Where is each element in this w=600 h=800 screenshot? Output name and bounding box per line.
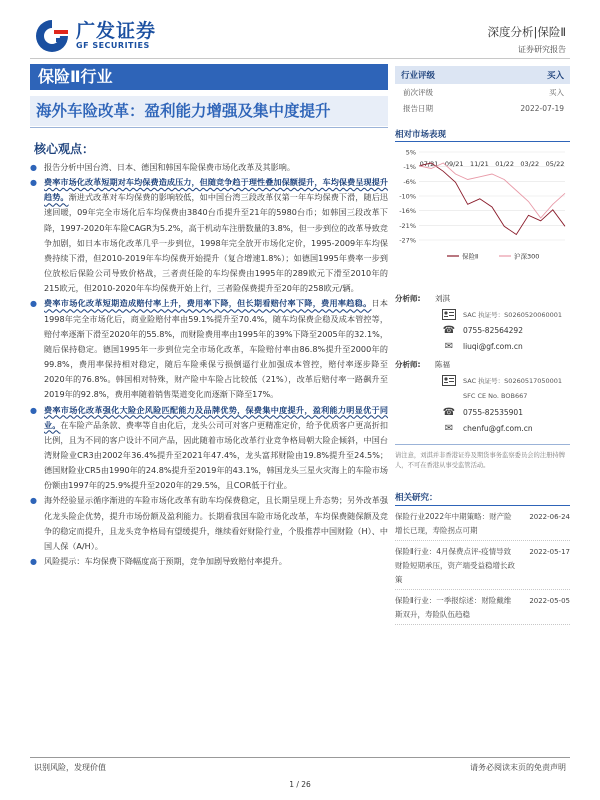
envelope-icon: ✉: [444, 422, 454, 434]
analyst-cert2-row: [395, 388, 570, 404]
x-tick-label: 11/21: [470, 160, 489, 168]
bullet-dot-icon: ●: [30, 496, 37, 506]
headline-divider: [30, 127, 388, 128]
analyst-cert: SAC 执证号：S0260520060001: [463, 310, 563, 319]
legend-label: 保险Ⅱ: [462, 252, 479, 261]
header-divider: [30, 58, 570, 59]
phone-icon: ☎: [442, 406, 456, 418]
report-type: 深度分析|保险Ⅱ: [487, 25, 566, 39]
bullet-dot-icon: ●: [30, 405, 37, 415]
core-views-list: [30, 160, 388, 569]
relative-performance-chart: [395, 146, 570, 266]
bullet-dot-icon: ●: [30, 299, 37, 309]
analyst-cert-row: [395, 372, 570, 388]
y-tick-label: -1%: [403, 163, 416, 172]
bullet-item: [30, 493, 388, 554]
analyst-cert: SAC 执证号：S0260517050001: [463, 376, 563, 385]
rating-row-label: 报告日期: [403, 103, 433, 113]
envelope-icon: ✉: [444, 340, 454, 352]
bullet-item: [30, 175, 388, 296]
rating-row: [395, 100, 570, 116]
bullet-item: [30, 403, 388, 494]
rating-row-label: 前次评级: [403, 87, 433, 97]
page-header: [0, 0, 600, 64]
logo-text-cn: 广发证券: [76, 20, 157, 42]
y-tick-label: -10%: [399, 192, 416, 201]
id-card-icon: [435, 375, 463, 386]
x-tick-label: 09/21: [444, 160, 464, 168]
core-views-title: 核心观点：: [34, 142, 95, 156]
related-item[interactable]: [395, 506, 570, 541]
series-line: [419, 163, 565, 218]
rating-header-label: 行业评级: [401, 71, 436, 81]
analyst-phone: 0755-82564292: [463, 325, 523, 335]
rating-header-value: 买入: [546, 71, 564, 81]
bullet-text: 日本1998年完全市场化后，商业险赔付率由59.1%提升至70.4%，随车均保费企稳及成本管控等，赔付率逐渐下滑至2020年的55.8%，而财险费用率由1995年的39%下降至2005年的32.1%，随后保持稳定。德国1995年一步到位完全市场化改革，车险赔付率由86.8%提升至2000年的99.8%，费用率保持相对稳定，随后车险乘保亏损倒逼行业加强成本管控，赔付率逐步降至2020年的76.8%。韩国相对特殊，财产险中车险占比较低（21%），改革后赔付率一路飙升至2019年的92.8%，费用率随着销售渠道变化而逐渐下降至17%。: [44, 298, 388, 400]
sidebar: [395, 66, 570, 625]
analyst-row: [395, 356, 570, 372]
analyst-email[interactable]: liuqi@gf.com.cn: [463, 341, 523, 351]
y-tick-label: -16%: [399, 207, 416, 216]
bullet-dot-icon: ●: [30, 178, 37, 188]
bullet-text: 报告分析中国台湾、日本、德国和韩国车险保费市场化改革及其影响。: [44, 162, 295, 172]
analyst-phone-row: [395, 322, 570, 338]
x-tick-label: 01/22: [495, 160, 514, 168]
rating-header: [395, 66, 570, 84]
bullet-item: [30, 554, 388, 569]
legend-label: 沪深300: [514, 252, 540, 261]
related-research-title: 相关研究：: [395, 491, 570, 506]
analyst-email-row: [395, 420, 570, 436]
related-item-title: 保险Ⅱ行业：4月保费点评-疫情导致财险短期承压，资产端受益稳增长政策: [395, 547, 515, 584]
footer-divider: [30, 757, 570, 758]
analyst-email[interactable]: chenfu@gf.com.cn: [463, 423, 533, 433]
bullet-item: [30, 296, 388, 402]
bullet-highlight: 费率市场化改革短期造成赔付率上升，费用率下降，但长期看赔付率下降，费用率趋稳。: [44, 298, 372, 309]
phone-icon: ☎: [442, 324, 456, 336]
x-tick-label: 05/22: [545, 160, 565, 168]
y-tick-label: 5%: [405, 148, 416, 157]
gf-logo-icon: [34, 18, 70, 54]
rating-row: [395, 84, 570, 100]
bullet-text: 在车险产品条款、费率等自由化后，龙头公司可对客户更精准定价，给予优质客户更高折扣比例，且为不同的客户设计不同产品，因此随着市场化改革行业竞争格局朝大险企倾斜，中国台湾财险业CR3由2002年36.4%提升至2021年47.4%，龙头富邦财险由19.8%提升至24.5%；德国财险业CR5由1990年的24.8%提升至2019年的43.1%，韩国龙头三星火灾海上的车险市场份额由1997年的25.9%提升至2020年的29.5%，且COR低于行业。: [44, 419, 388, 491]
related-item-title: 保险行业2022年中期策略：财产险增长已现，寿险拐点可期: [395, 512, 512, 535]
page-number: 1 / 26: [289, 780, 311, 789]
id-card-icon: [435, 309, 463, 320]
bullet-dot-icon: ●: [30, 163, 37, 172]
relative-performance-svg: [395, 146, 570, 266]
footer-slogan: 识别风险，发现价值: [34, 763, 106, 772]
logo-text-en: GF SECURITIES: [76, 41, 150, 50]
bullet-highlight: 费率市场化改革强化大险企风险匹配能力及品牌优势，保费集中度提升，盈利能力明显优于同业。: [44, 404, 388, 430]
y-tick-label: -6%: [403, 177, 416, 186]
analyst-name: 刘淇: [435, 293, 450, 303]
related-item-date: 2022-05-17: [529, 548, 570, 556]
footer-disclaimer-note: 请务必阅读末页的免责声明: [470, 763, 566, 772]
related-item[interactable]: [395, 541, 570, 590]
y-tick-label: -21%: [399, 221, 416, 230]
analyst-name: 陈福: [435, 359, 450, 369]
analyst-email-row: [395, 338, 570, 354]
related-item-title: 保险Ⅱ行业：一季报综述：财险戴维斯双升，寿险队伍趋稳: [395, 596, 512, 619]
y-tick-label: -27%: [399, 236, 416, 245]
bullet-highlight: 费率市场化改革短期对车均保费造成压力，但随竞争趋于理性叠加保额提升，车均保费呈现提升趋势。: [44, 177, 388, 203]
gf-logo: [34, 18, 156, 54]
related-research: [395, 491, 570, 625]
analyst-phone: 0755-82535901: [463, 407, 523, 417]
x-tick-label: 03/22: [520, 160, 540, 168]
bullet-dot-icon: ●: [30, 557, 37, 567]
analyst-label: 分析师:: [395, 359, 421, 369]
rating-row-value: 买入: [549, 87, 564, 97]
bullet-text: 渐进式改革对车均保费的影响较低，如中国台湾三段改革仅第一年车均保费下滑，随后迅速回暖，09年完全市场化后车均保费由3840台币提升至21年的5980台币；如韩国三段改革下降，1997-2020年车险CAGR为5.2%，高于机动车注册数量的3.8%，但一步到位的改革导致竞争加剧，如日本市场化改革几乎一步到位，1998年完全放开市场化定价，1995-2009年车均保费持续下滑，但2010-2019年车均保费开始提升（复合增速1.8%）；如德国1995年费率一步到位放松后保险公司导致价格战，三者责任险的车均保费由1995年的289欧元下滑至2010年的215欧元，但2010-2020年车均保费开始上行，三者险保费提升至20年的258欧元/辆。: [44, 192, 388, 294]
bullet-text: 风险提示：车均保费下降幅度高于预期，竞争加剧导致赔付率提升。: [44, 556, 287, 567]
related-item[interactable]: [395, 590, 570, 625]
analyst-phone-row: [395, 404, 570, 420]
analyst-row: [395, 290, 570, 306]
analyst-cert-row: [395, 306, 570, 322]
bullet-item: [30, 160, 388, 175]
analyst-label: 分析师:: [395, 293, 421, 303]
related-item-date: 2022-05-05: [529, 597, 570, 605]
report-headline: 海外车险改革：盈利能力增强及集中度提升: [30, 96, 388, 126]
related-item-date: 2022-06-24: [529, 513, 570, 521]
bullet-text: 海外经验显示循序渐进的车险市场化改革有助车均保费稳定，且长期呈现上升态势；另外改革强化龙头险企优势，提升市场份额及盈利能力。长期看我国车险市场化改革，车均保费随保额及竞争的稳定而提升，且龙头竞争格局有望缓提升，继续看好财险行业，个股推荐中国财险（H）、中国人保（A/H）。: [44, 495, 388, 551]
analyst-cert-sfc: SFC CE No. BOB667: [463, 392, 528, 400]
industry-band: 保险Ⅱ行业: [30, 64, 388, 90]
x-tick-label: 07/21: [419, 160, 439, 168]
report-subtype: 证券研究报告: [518, 45, 566, 54]
rating-row-value: 2022-07-19: [520, 103, 564, 113]
analysts-block: [395, 290, 570, 471]
analyst-disclaimer: 请注意，刘淇并非香港证券及期货事务监察委员会的注册持牌人，不可在香港从事受监管活动。: [395, 444, 570, 471]
market-section-title: 相对市场表现: [395, 128, 570, 142]
